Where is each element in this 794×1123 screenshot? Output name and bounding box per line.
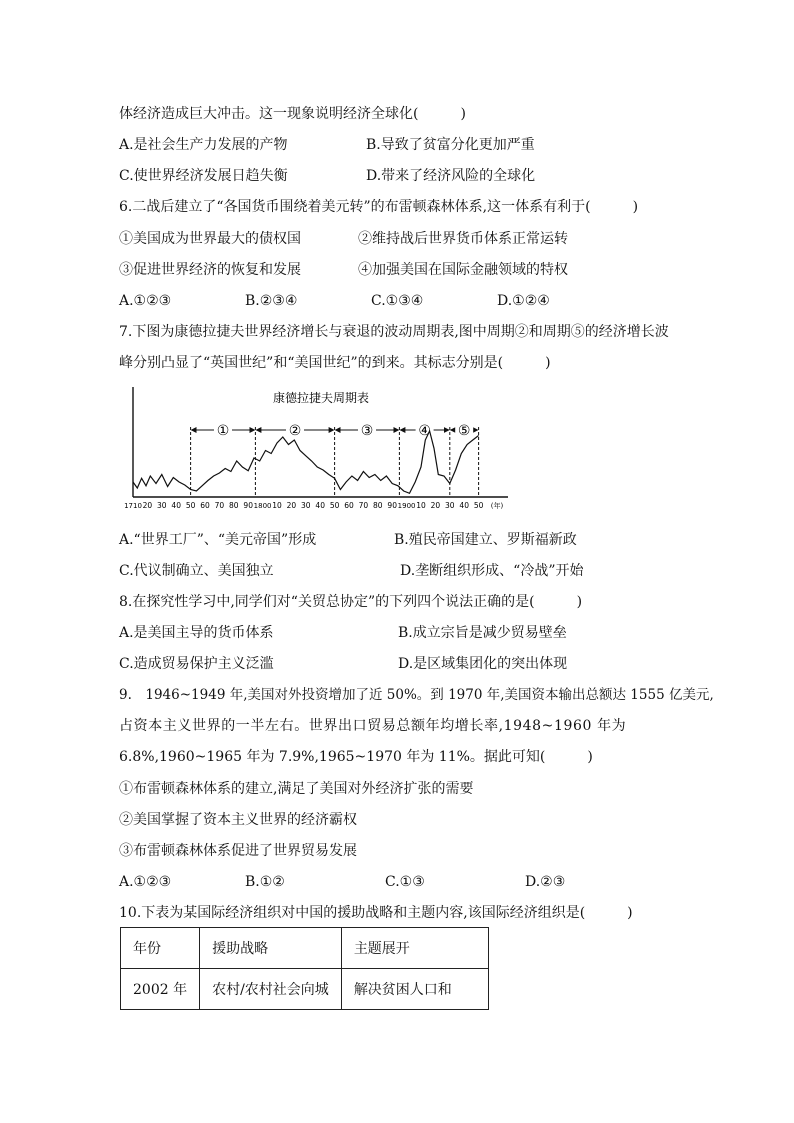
q7-option-a: A.“世界工厂”、“美元帝国”形成 (119, 532, 317, 548)
x-tick-labels (124, 501, 503, 510)
q6-item-2: ②维持战后世界货币体系正常运转 (358, 231, 568, 247)
q6-stem: 6.二战后建立了“各国货币围绕着美元转”的布雷顿森林体系,这一体系有利于( ) (119, 199, 639, 215)
x-tick-label: 40 (171, 501, 181, 510)
x-tick-label: 70 (358, 501, 369, 510)
table-cell: 2002 年 (121, 969, 200, 1010)
q7-stem-line1: 7.下图为康德拉捷夫世界经济增长与衰退的波动周期表,图中周期②和周期⑤的经济增长波 (119, 324, 669, 340)
period-label: ④ (418, 423, 431, 439)
x-tick-label: 30 (157, 501, 167, 510)
x-tick-label: 20 (286, 501, 297, 510)
chart-title: 康德拉捷夫周期表 (272, 391, 370, 405)
q7-option-d: D.垄断组织形成、“冷战”开始 (400, 563, 584, 579)
x-tick-label: (年) (490, 502, 504, 510)
x-tick-label: 10 (416, 501, 426, 510)
x-tick-label: 30 (301, 501, 311, 510)
q8-stem: 8.在探究性学习中,同学们对“关贸总协定”的下列四个说法正确的是( ) (119, 594, 583, 610)
x-tick-label: 1900 (397, 502, 416, 510)
q6-option-b: B.②③④ (245, 293, 298, 309)
x-tick-label: 90 (243, 501, 253, 510)
q5-option-c: C.使世界经济发展日趋失衡 (119, 168, 288, 184)
table-header-cell: 援助战略 (200, 928, 342, 969)
q9-line2: 占资本主义世界的一半左右。世界出口贸易总额年均增长率,1948~1960 年为 (119, 718, 627, 734)
table-header-row (121, 928, 489, 969)
q5-stem-tail: 体经济造成巨大冲击。这一现象说明经济全球化( ) (119, 106, 466, 122)
q8-option-a: A.是美国主导的货币体系 (119, 625, 274, 641)
q9-option-b: B.①② (245, 874, 285, 890)
q9-item-3: ③布雷顿森林体系促进了世界贸易发展 (119, 843, 357, 859)
q9-option-a: A.①②③ (119, 874, 172, 890)
x-tick-label: 1800 (253, 502, 272, 510)
x-tick-label: 90 (387, 501, 397, 510)
series-line (133, 431, 479, 493)
q7-stem-line2: 峰分别凸显了“英国世纪”和“美国世纪”的到来。其标志分别是( ) (119, 355, 551, 371)
x-tick-label: 20 (430, 501, 441, 510)
x-tick-label: 60 (344, 501, 354, 510)
period-label: ⑤ (457, 423, 471, 439)
q7-option-c: C.代议制确立、美国独立 (119, 563, 274, 579)
period-label: ① (216, 423, 230, 439)
x-tick-label: 10 (272, 501, 282, 510)
q6-item-1: ①美国成为世界最大的债权国 (119, 231, 301, 247)
x-tick-label: 50 (473, 501, 484, 510)
q9-item-1: ①布雷顿森林体系的建立,满足了美国对外经济扩张的需要 (119, 781, 474, 797)
q8-option-b: B.成立宗旨是减少贸易壁垒 (398, 625, 567, 641)
x-tick-label: 20 (142, 501, 153, 510)
q10-stem: 10.下表为某国际经济组织对中国的援助战略和主题内容,该国际经济组织是( ) (119, 905, 633, 921)
q7-option-b: B.殖民帝国建立、罗斯福新政 (394, 532, 577, 548)
period-label: ② (288, 423, 302, 439)
q9-line1: 9. 1946~1949 年,美国对外投资增加了近 50%。到 1970 年,美国资本输出总额达 1555 亿美元, (119, 687, 714, 703)
x-tick-label: 40 (315, 501, 325, 510)
x-tick-label: 70 (214, 501, 225, 510)
table-row (121, 969, 489, 1010)
q5-option-b: B.导致了贫富分化更加严重 (366, 137, 535, 153)
q5-option-a: A.是社会生产力发展的产物 (119, 137, 288, 153)
kondratiev-chart (113, 382, 513, 517)
q6-option-c: C.①③④ (371, 293, 424, 309)
q6-option-d: D.①②④ (497, 293, 550, 309)
x-tick-label: 30 (445, 501, 455, 510)
q9-option-d: D.②③ (525, 874, 566, 890)
table-header-cell: 年份 (121, 928, 200, 969)
x-tick-label: 40 (459, 501, 469, 510)
q6-item-3: ③促进世界经济的恢复和发展 (119, 262, 301, 278)
q6-item-4: ④加强美国在国际金融领域的特权 (358, 262, 568, 278)
x-tick-label: 1710 (124, 502, 142, 510)
table-header-cell: 主题展开 (341, 928, 488, 969)
period-label: ③ (360, 423, 374, 439)
q8-option-d: D.是区域集团化的突出体现 (398, 656, 568, 672)
x-tick-label: 60 (200, 501, 210, 510)
q6-option-a: A.①②③ (119, 293, 172, 309)
q9-option-c: C.①③ (385, 874, 425, 890)
table-cell: 农村/农村社会向城 (200, 969, 342, 1010)
q5-option-d: D.带来了经济风险的全球化 (366, 168, 536, 184)
x-tick-label: 50 (329, 501, 340, 510)
x-tick-label: 50 (185, 501, 196, 510)
table-cell: 解决贫困人口和 (341, 969, 488, 1010)
x-tick-label: 80 (229, 501, 239, 510)
aid-strategy-table (120, 927, 489, 1010)
x-tick-label: 80 (373, 501, 383, 510)
q9-line3: 6.8%,1960~1965 年为 7.9%,1965~1970 年为 11%。据此可知( ) (119, 749, 593, 765)
q8-option-c: C.造成贸易保护主义泛滥 (119, 656, 274, 672)
q9-item-2: ②美国掌握了资本主义世界的经济霸权 (119, 812, 357, 828)
